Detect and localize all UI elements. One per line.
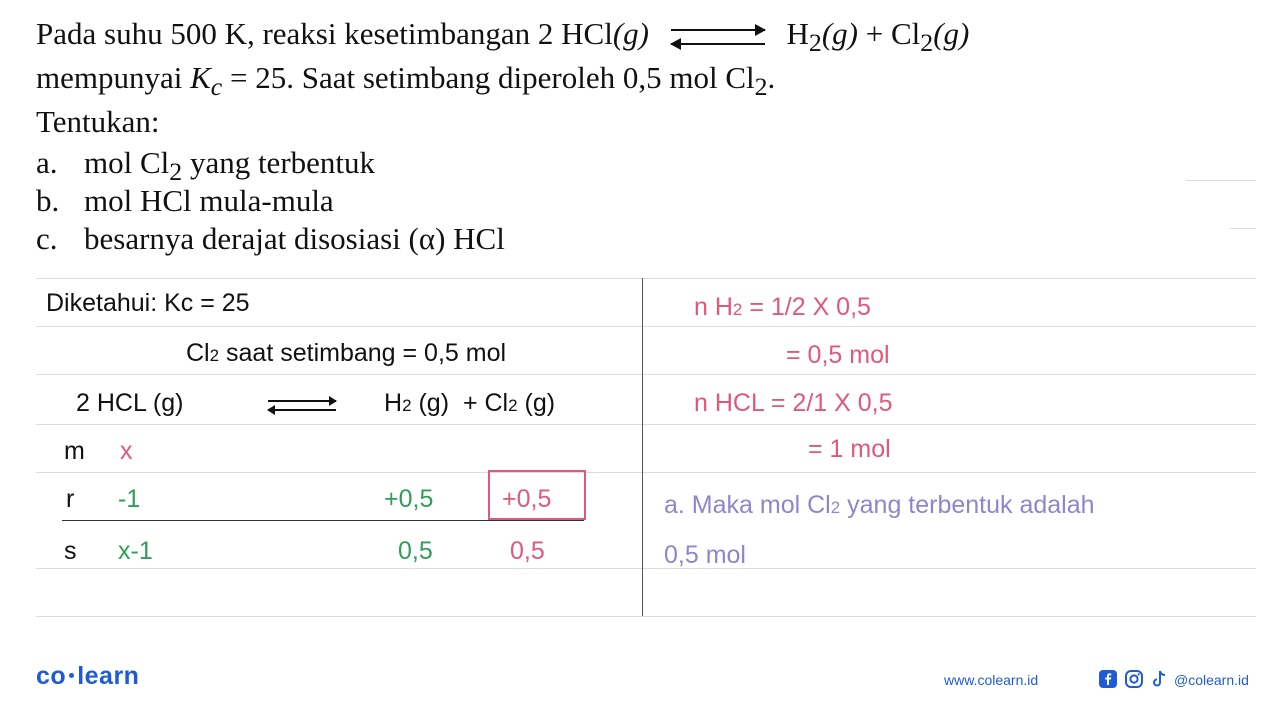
m-value: x [120,437,133,465]
subscript: 2 [754,72,768,102]
state-label: (g) [411,389,450,417]
column-divider [642,278,643,616]
social-icons [1098,668,1168,690]
website-url[interactable]: www.colearn.id [944,672,1039,688]
plus-sign: + [865,16,884,51]
h2-text: H [384,389,403,417]
answer-a-value: 0,5 mol [664,541,746,569]
item-text: mol HCl mula-mula [84,183,334,218]
ruled-line [1230,228,1256,229]
answer-a-line [664,490,1095,523]
state-label: (g) [933,16,970,51]
s-hcl: x-1 [118,537,153,565]
r-cl2: +0,5 [502,485,552,513]
n-hcl-formula: n HCL = 2/1 X 0,5 [694,389,893,417]
ruled-line [1186,180,1256,181]
n-h2-result: = 0,5 mol [786,341,890,369]
ruled-line [36,374,1256,375]
subscript: 2 [830,498,841,517]
product-cl2: Cl [890,16,921,51]
answer-text: yang terbentuk adalah [840,491,1095,519]
item-text: besarnya derajat disosiasi (α) HCl [84,221,505,256]
subscript: 2 [402,396,412,415]
subscript: 2 [808,28,822,58]
facebook-icon[interactable] [1098,669,1118,689]
s-cl2: 0,5 [510,537,545,565]
logo-text: co [36,662,67,690]
formula-text: = 1/2 X 0,5 [742,293,871,321]
ruled-line [36,278,1256,279]
answer-text: a. Maka mol Cl [664,491,831,519]
period: . [767,60,776,95]
ruled-line [36,616,1256,617]
n-h2-formula [694,292,871,325]
cl2-text: + Cl [462,389,509,417]
item-label: a. [36,145,58,180]
row-label-m: m [64,437,85,465]
n-hcl-result: = 1 mol [808,435,891,463]
item-label: b. [36,183,60,218]
ruled-line [36,424,1256,425]
s-h2: 0,5 [398,537,433,565]
ruled-line [36,326,1256,327]
row-label-r: r [66,485,75,513]
social-handle[interactable]: @colearn.id [1174,672,1249,688]
problem-text: Pada suhu 500 K, reaksi kesetimbangan 2 HCl [36,16,613,51]
product-h2: H [786,16,809,51]
kc-symbol: K [190,60,211,95]
problem-text: mempunyai [36,60,183,95]
subscript: 2 [508,396,518,415]
state-label: (g) [612,16,650,51]
reaction-products [384,388,555,421]
ruled-line [36,472,1256,473]
problem-prompt: Tentukan: [36,104,160,139]
row-label-s: s [64,537,77,565]
logo-text: learn [77,662,140,690]
cl2-text: saat setimbang = 0,5 mol [219,339,507,367]
item-label: c. [36,221,58,256]
cl2-text: Cl [186,339,210,367]
subtotal-line [62,520,584,521]
subscript: 2 [920,28,934,58]
ruled-line [36,568,1256,569]
subscript: 2 [209,346,220,365]
known-kc: Diketahui: Kc = 25 [46,289,250,317]
subscript: 2 [169,157,183,187]
reaction-reactant: 2 HCL (g) [76,389,184,417]
state-label: (g) [517,389,556,417]
state-label: (g) [821,16,858,51]
item-text: yang terbentuk [182,145,376,180]
tiktok-icon[interactable] [1150,669,1168,689]
equilibrium-arrows-icon [268,398,336,412]
formula-text: n H [694,293,733,321]
item-text: mol Cl [84,145,170,180]
r-hcl: -1 [118,485,141,513]
known-cl2 [186,338,506,371]
colearn-logo [36,662,139,691]
r-h2: +0,5 [384,485,434,513]
subscript: c [210,72,223,102]
problem-text: = 25. Saat setimbang diperoleh 0,5 mol Cl [230,60,755,95]
instagram-icon[interactable] [1124,669,1144,689]
subscript: 2 [732,300,743,319]
